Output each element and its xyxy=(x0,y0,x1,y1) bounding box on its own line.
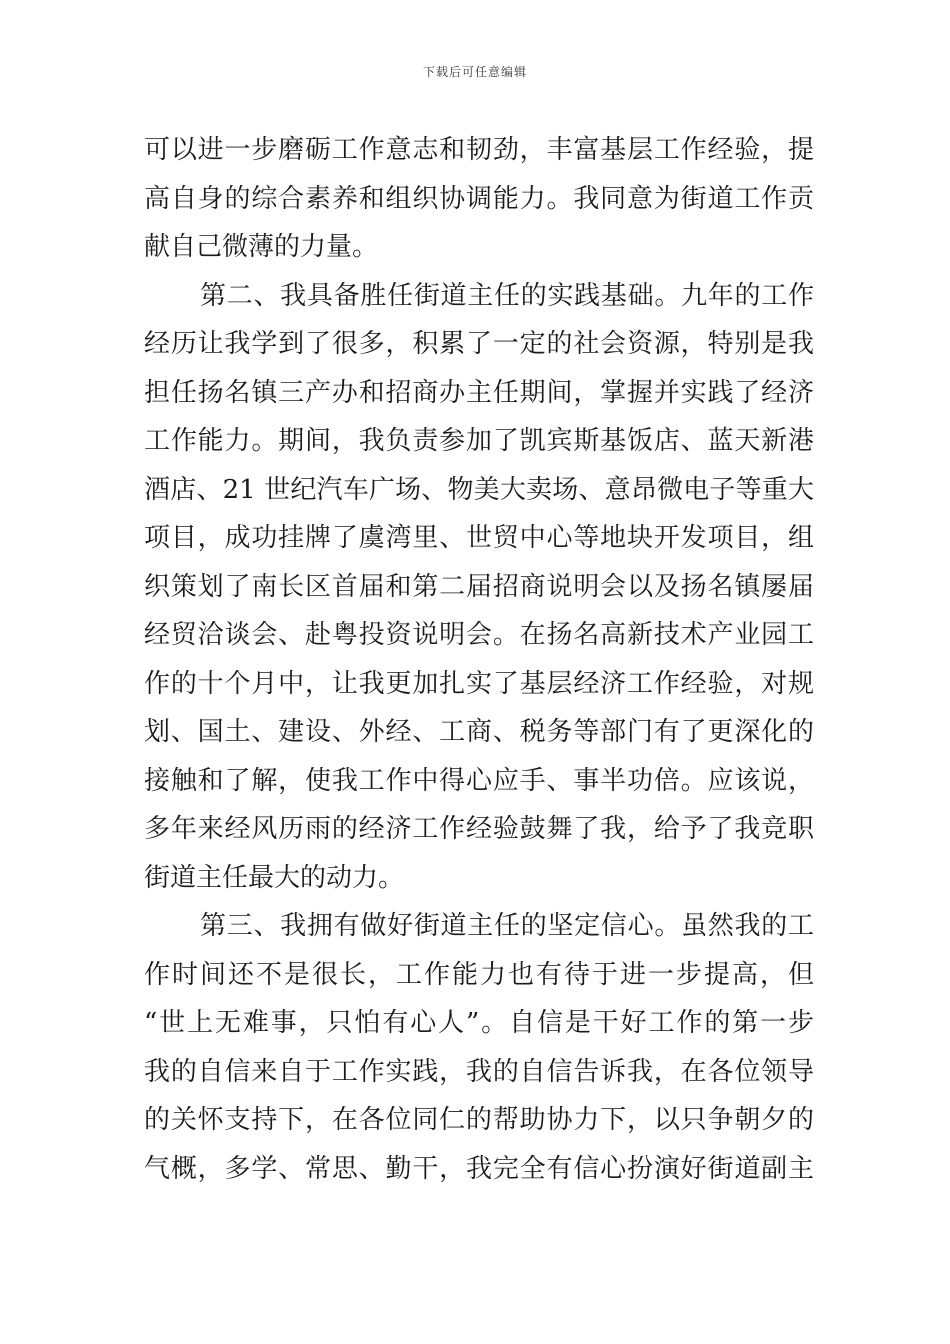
text-line: 第三、我拥有做好街道主任的坚定信心。虽然我的工 xyxy=(200,911,814,941)
text-line: 织策划了南长区首届和第二届招商说明会以及扬名镇屡届 xyxy=(144,571,814,602)
page-header: 下载后可任意编辑 xyxy=(422,65,527,79)
text-line: 高自身的综合素养和组织协调能力。我同意为街道工作贡 xyxy=(144,183,814,214)
text-line: 献自己微薄的力量。 xyxy=(144,232,379,262)
text-line: 的关怀支持下，在各位同仁的帮助协力下，以只争朝夕的 xyxy=(144,1105,814,1135)
text-line: 经贸洽谈会、赴粤投资说明会。在扬名高新技术产业园工 xyxy=(144,620,814,650)
text-line: 接触和了解，使我工作中得心应手、事半功倍。应该说， xyxy=(144,765,814,796)
text-line: 工作能力。期间，我负责参加了凯宾斯基饭店、蓝天新港 xyxy=(144,426,814,456)
text-line: “世上无难事，只怕有心人”。自信是干好工作的第一步 xyxy=(144,1008,814,1038)
paragraph-1 xyxy=(144,126,814,272)
paragraph-3 xyxy=(144,902,814,1193)
text-line: 酒店、21 世纪汽车广场、物美大卖场、意昂微电子等重大 xyxy=(144,474,814,505)
text-line: 气概，多学、常思、勤干，我完全有信心扮演好街道副主 xyxy=(144,1153,814,1184)
text-line: 划、国土、建设、外经、工商、税务等部门有了更深化的 xyxy=(144,717,814,747)
text-line: 我的自信来自于工作实践，我的自信告诉我，在各位领导 xyxy=(144,1056,814,1087)
paragraph-2 xyxy=(144,272,814,903)
text-line: 作时间还不是很长，工作能力也有待于进一步提高，但 xyxy=(144,959,814,990)
text-line: 街道主任最大的动力。 xyxy=(144,862,405,893)
text-line: 可以进一步磨砺工作意志和韧劲，丰富基层工作经验，提 xyxy=(144,135,814,165)
body-text xyxy=(144,126,814,1193)
text-line: 多年来经风历雨的经济工作经验鼓舞了我，给予了我竞职 xyxy=(144,814,814,844)
text-line: 第二、我具备胜任街道主任的实践基础。九年的工作 xyxy=(200,280,814,311)
text-line: 项目，成功挂牌了虞湾里、世贸中心等地块开发项目，组 xyxy=(144,523,814,553)
text-line: 作的十个月中，让我更加扎实了基层经济工作经验，对规 xyxy=(144,668,814,699)
text-line: 经历让我学到了很多，积累了一定的社会资源，特别是我 xyxy=(144,329,814,359)
text-line: 担任扬名镇三产办和招商办主任期间，掌握并实践了经济 xyxy=(144,377,814,408)
